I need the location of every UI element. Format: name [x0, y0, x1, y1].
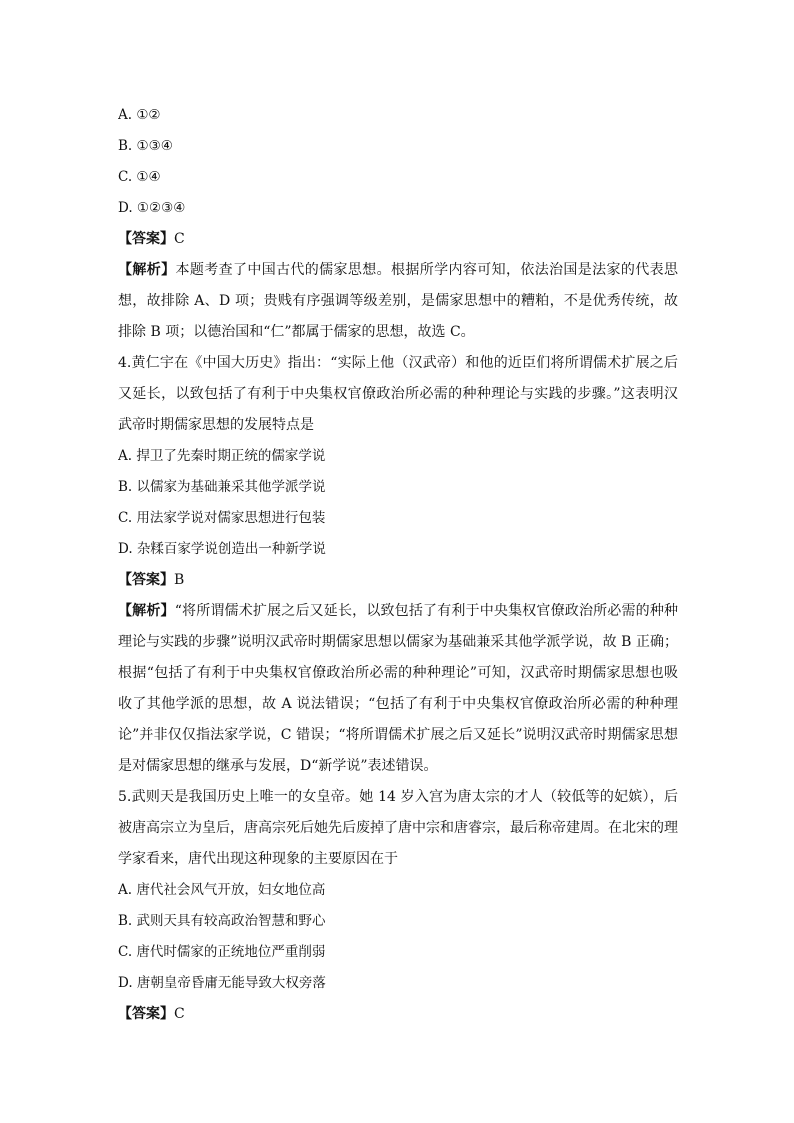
analysis-tag: 【解析】: [118, 603, 175, 619]
answer-tag: 【答案】: [118, 572, 174, 588]
q4-answer: [118, 565, 678, 596]
answer-tag: 【答案】: [118, 1006, 174, 1022]
q3-option-c: C. ①④: [118, 169, 161, 185]
q3-option-a: A. ①②: [118, 107, 161, 123]
q5-stem: 5.武则天是我国历史上唯一的女皇帝。她 14 岁入宫为唐太宗的才人（较低等的妃嫔），后被唐高宗立为皇后，唐高宗死后她先后废掉了唐中宗和唐睿宗，最后称帝建周。在北宋的理学家看来，唐代出现这种现象的主要原因在于: [118, 789, 678, 867]
q4-stem: 4.黄仁宇在《中国大历史》指出：“实际上他（汉武帝）和他的近臣们将所谓儒术扩展之后又延长，以致包括了有利于中央集权官僚政治所必需的种种理论与实践的步骤。”这表明汉武帝时期儒家思想的发展特点是: [118, 355, 678, 433]
q5-option-a: A. 唐代社会风气开放，妇女地位高: [118, 882, 326, 898]
q4-option-b: B. 以儒家为基础兼采其他学派学说: [118, 479, 326, 495]
answer-value: B: [174, 572, 185, 588]
q5-option-b: B. 武则天具有较高政治智慧和野心: [118, 913, 326, 929]
q3-option-b: B. ①③④: [118, 138, 173, 154]
answer-value: C: [174, 231, 185, 247]
analysis-text: “将所谓儒术扩展之后又延长，以致包括了有利于中央集权官僚政治所必需的种种理论与实践的步骤”说明汉武帝时期儒家思想以儒家为基础兼采其他学派学说，故 B 正确；根据“包括了有利于中央集权官僚政治所必需的种种理论”可知，汉武帝时期儒家思想也吸收了其他学派的思想，故 A 说法错误；“包括了有利于中央集权官僚政治所必需的种种理论”并非仅仅指法家学说，C 错误；“将所谓儒术扩展之后又延长”说明汉武帝时期儒家思想是对儒家思想的继承与发展，D“新学说”表述错误。: [118, 603, 679, 774]
q4-option-d: D. 杂糅百家学说创造出一种新学说: [118, 541, 326, 557]
q3-analysis: [118, 255, 678, 348]
q4-analysis: [118, 596, 678, 782]
q5-option-d: D. 唐朝皇帝昏庸无能导致大权旁落: [118, 975, 326, 991]
document-page: [118, 100, 678, 1030]
answer-value: C: [174, 1006, 185, 1022]
analysis-text: 本题考查了中国古代的儒家思想。根据所学内容可知，依法治国是法家的代表思想，故排除 A、D 项；贵贱有序强调等级差别，是儒家思想中的糟粕，不是优秀传统，故排除 B 项；以德治国和“仁”都属于儒家的思想，故选 C。: [118, 262, 679, 340]
q4-option-a: A. 捍卫了先秦时期正统的儒家学说: [118, 448, 326, 464]
q5-answer: [118, 999, 678, 1030]
analysis-tag: 【解析】: [118, 262, 176, 278]
q3-option-d: D. ①②③④: [118, 200, 186, 216]
q5-option-c: C. 唐代时儒家的正统地位严重削弱: [118, 944, 326, 960]
q3-answer: [118, 224, 678, 255]
q4-option-c: C. 用法家学说对儒家思想进行包装: [118, 510, 326, 526]
answer-tag: 【答案】: [118, 231, 174, 247]
